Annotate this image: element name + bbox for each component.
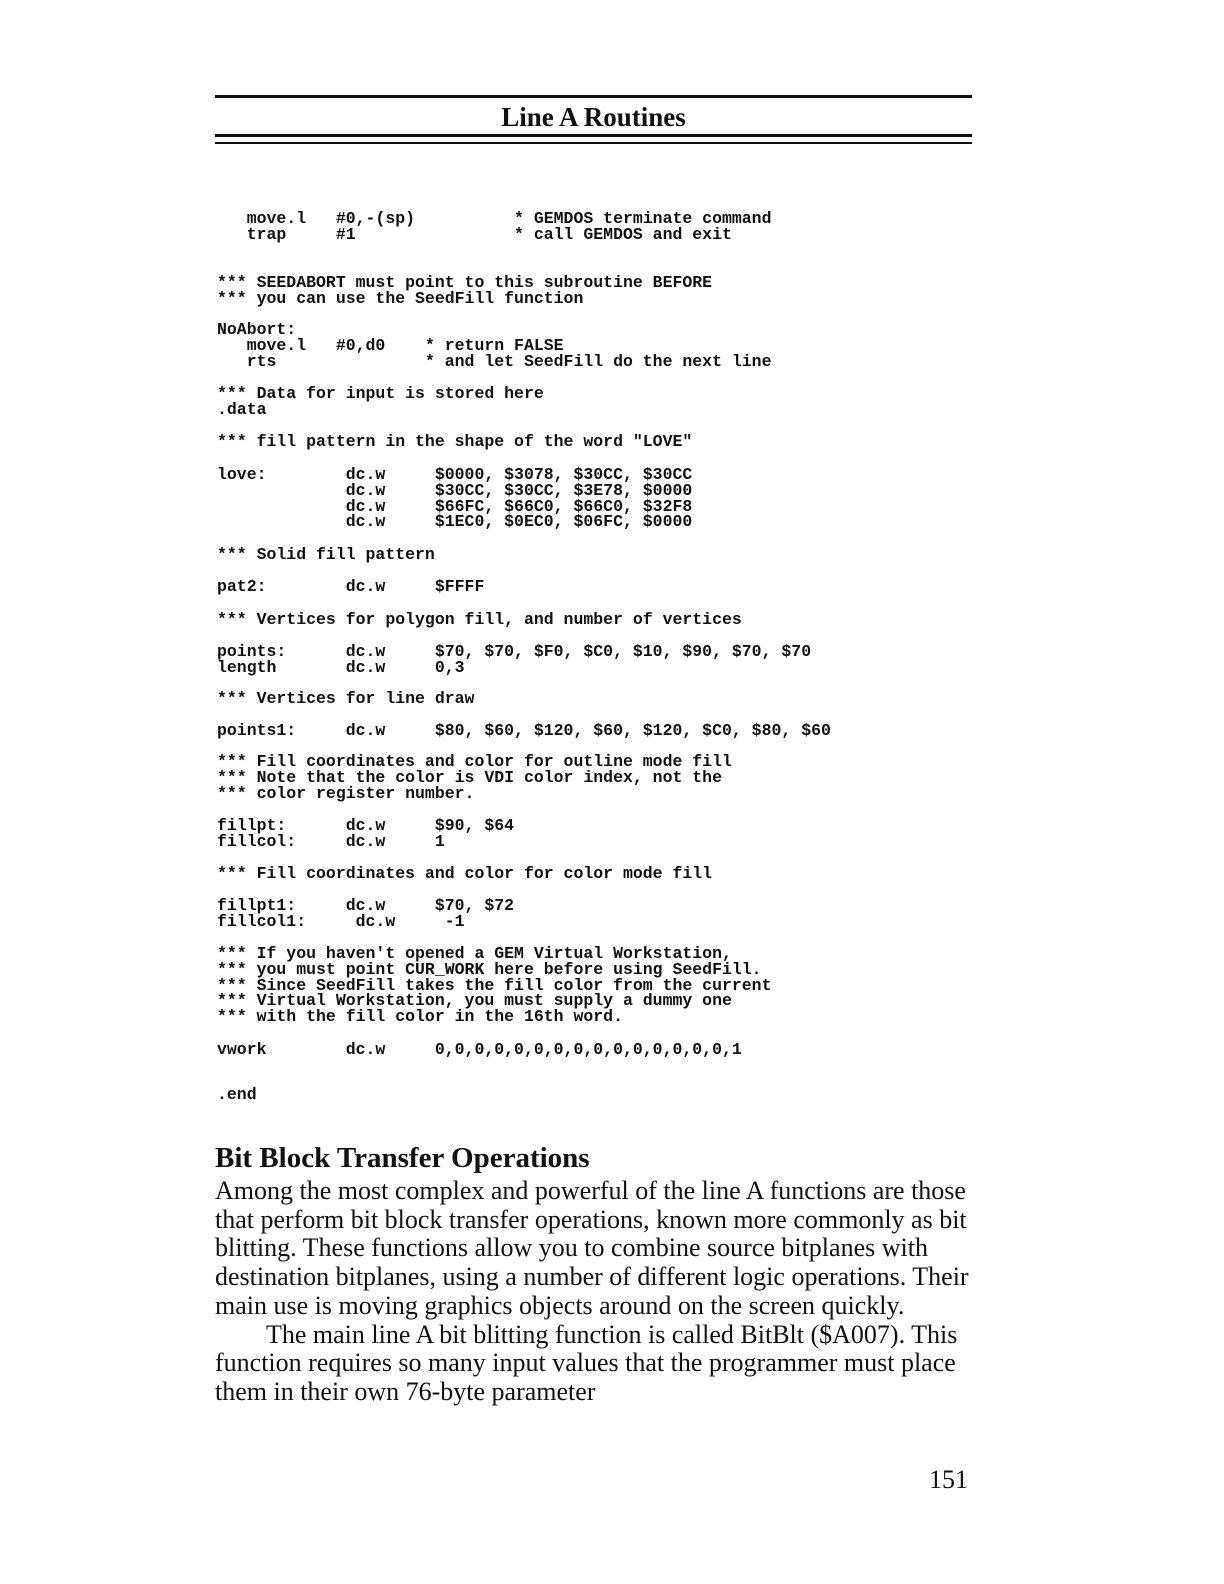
header-rule-bottom bbox=[215, 134, 972, 137]
code-points1: points1: dc.w $80, $60, $120, $60, $120, $C0, $80, $60 bbox=[217, 721, 831, 740]
code-data-section: *** Data for input is stored here .data bbox=[217, 384, 544, 419]
header-rule-top bbox=[215, 95, 972, 98]
code-outline-comment: *** Fill coordinates and color for outline mode fill *** Note that the color is VDI color index, not the *** color register number. bbox=[217, 752, 732, 803]
code-points: points: dc.w $70, $70, $F0, $C0, $10, $90, $70, $70 length dc.w 0,3 bbox=[217, 642, 812, 677]
page-number: 151 bbox=[929, 1465, 968, 1494]
section-heading: Bit Block Transfer Operations bbox=[215, 1142, 590, 1174]
code-seedabort-comment: *** SEEDABORT must point to this subroutine BEFORE *** you can use the SeedFill function bbox=[217, 273, 713, 308]
code-fillpt1: fillpt1: dc.w $70, $72 fillcol1: dc.w -1 bbox=[217, 896, 515, 931]
paragraph: The main line A bit blitting function is called BitBlt ($A007). This function requires so many input values that the programmer must place them in their own 76-byte parameter bbox=[215, 1319, 958, 1406]
code-love-comment: *** fill pattern in the shape of the word "LOVE" bbox=[217, 432, 693, 451]
code-solid-comment: *** Solid fill pattern bbox=[217, 545, 435, 564]
code-linedraw-comment: *** Vertices for line draw bbox=[217, 689, 475, 708]
body-text bbox=[215, 1177, 975, 1407]
code-noabort: NoAbort: move.l #0,d0 * return FALSE rts * and let SeedFill do the next line bbox=[217, 320, 772, 371]
code-gem-comment: *** If you haven't opened a GEM Virtual Workstation, *** you must point CUR_WORK here before using SeedFill. *** Since SeedFill takes the fill color from the current *** Virtual Workstation, you must supply a dummy one *** with the fill color in the 16th word. bbox=[217, 944, 772, 1027]
code-end: .end bbox=[217, 1085, 257, 1104]
code-terminate: move.l #0,-(sp) * GEMDOS terminate command trap #1 * call GEMDOS and exit bbox=[246, 209, 772, 244]
code-vwork: vwork dc.w 0,0,0,0,0,0,0,0,0,0,0,0,0,0,0,1 bbox=[217, 1040, 742, 1059]
code-vertices-comment: *** Vertices for polygon fill, and number of vertices bbox=[217, 610, 742, 629]
header-rule-bottom-thin bbox=[215, 142, 972, 144]
running-header: Line A Routines bbox=[501, 102, 686, 132]
code-pat2: pat2: dc.w $FFFF bbox=[217, 577, 485, 596]
code-colormode-comment: *** Fill coordinates and color for color mode fill bbox=[217, 864, 713, 883]
paragraph: Among the most complex and powerful of the line A functions are those that perform bit block transfer operations, known more commonly as bit blitting. These functions allow you to combine source bitplanes with destination bitplanes, using a number of different logic operations. Their main use is moving graphics objects around on the screen quickly. bbox=[215, 1176, 969, 1320]
code-love: love: dc.w $0000, $3078, $30CC, $30CC dc.w $30CC, $30CC, $3E78, $0000 dc.w $66FC, $66C0, $66C0, $32F8 dc.w $1EC0, $0EC0, $06FC, $0000 bbox=[217, 465, 693, 532]
code-fillpt: fillpt: dc.w $90, $64 fillcol: dc.w 1 bbox=[217, 816, 515, 851]
